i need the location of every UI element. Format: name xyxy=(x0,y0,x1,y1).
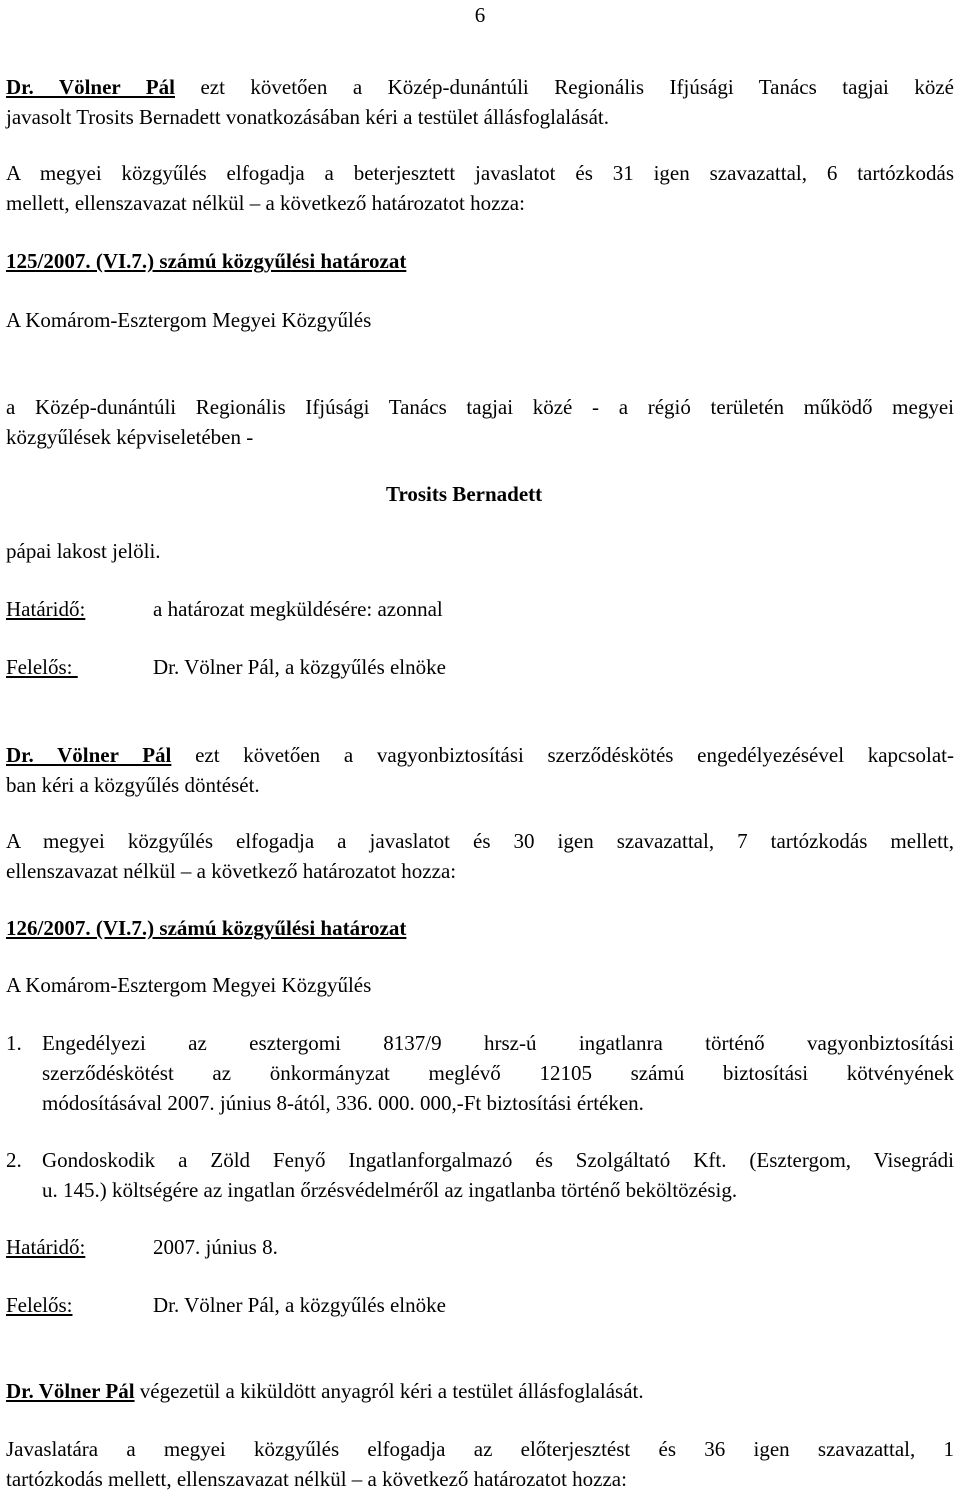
page-number: 6 xyxy=(474,3,486,27)
deadline-value: 2007. június 8. xyxy=(153,1235,278,1259)
vote-2-line-1: A megyei közgyűlés elfogadja a javaslatot és 30 igen szavazattal, 7 tartózkodás mellett, xyxy=(6,829,954,853)
speaker-name: Dr. Völner Pál xyxy=(6,75,175,99)
speaker-name: Dr. Völner Pál xyxy=(6,1379,135,1403)
item-1-line-2: szerződéskötést az önkormányzat meglévő 12105 számú biztosítási kötvényének xyxy=(42,1061,954,1085)
resolution-2-body: A Komárom-Esztergom Megyei Közgyűlés xyxy=(6,973,372,997)
paragraph-1-line-1: Dr. Völner Pál ezt követően a Közép-dunántúli Regionális Ifjúsági Tanács tagjai közé xyxy=(6,75,954,99)
responsible-label: Felelős: xyxy=(6,1293,73,1317)
deadline-value: a határozat megküldésére: azonnal xyxy=(153,597,443,621)
deadline-label: Határidő: xyxy=(6,597,86,621)
speaker-name: Dr. Völner Pál xyxy=(6,743,172,767)
resolution-1-text-line-1: a Közép-dunántúli Regionális Ifjúsági Tanács tagjai közé - a régió területén működő megyei xyxy=(6,395,954,419)
deadline-label: Határidő: xyxy=(6,1235,86,1259)
resolution-2-title: 126/2007. (VI.7.) számú közgyűlési határozat xyxy=(6,916,407,940)
item-2-line-2: u. 145.) költségére az ingatlan őrzésvédelméről az ingatlanba történő beköltözésig. xyxy=(42,1178,738,1202)
responsible-value: Dr. Völner Pál, a közgyűlés elnöke xyxy=(153,1293,446,1317)
item-2-number: 2. xyxy=(6,1148,22,1172)
vote-3-line-1: Javaslatára a megyei közgyűlés elfogadja az előterjesztést és 36 igen szavazattal, 1 xyxy=(6,1437,954,1461)
resolution-1-title: 125/2007. (VI.7.) számú közgyűlési határozat xyxy=(6,249,407,273)
resolution-1-text-line-2: közgyűlések képviseletében - xyxy=(6,425,254,449)
item-1-line-3: módosításával 2007. június 8-ától, 336. 000. 000,-Ft biztosítási értéken. xyxy=(42,1091,644,1115)
item-1-number: 1. xyxy=(6,1031,22,1055)
paragraph-2-line-1: Dr. Völner Pál ezt követően a vagyonbiztosítási szerződéskötés engedélyezésével kapcsolat- xyxy=(6,743,954,767)
nominee-name: Trosits Bernadett xyxy=(386,482,543,506)
responsible-label: Felelős: xyxy=(6,655,78,679)
vote-2-line-2: ellenszavazat nélkül – a következő határozatot hozza: xyxy=(6,859,457,883)
paragraph-3: Dr. Völner Pál végezetül a kiküldött anyagról kéri a testület állásfoglalását. xyxy=(6,1379,644,1403)
paragraph-2-line-2: ban kéri a közgyűlés döntését. xyxy=(6,773,260,797)
paragraph-1-line-2: javasolt Trosits Bernadett vonatkozásában kéri a testület állásfoglalását. xyxy=(6,105,610,129)
vote-1-line-2: mellett, ellenszavazat nélkül – a következő határozatot hozza: xyxy=(6,191,525,215)
vote-1-line-1: A megyei közgyűlés elfogadja a beterjesztett javaslatot és 31 igen szavazattal, 6 tartózkodás xyxy=(6,161,954,185)
vote-3-line-2: tartózkodás mellett, ellenszavazat nélkül – a következő határozatot hozza: xyxy=(6,1467,627,1491)
nominee-suffix: pápai lakost jelöli. xyxy=(6,539,161,563)
item-1-line-1: Engedélyezi az esztergomi 8137/9 hrsz-ú ingatlanra történő vagyonbiztosítási xyxy=(42,1031,954,1055)
responsible-value: Dr. Völner Pál, a közgyűlés elnöke xyxy=(153,655,446,679)
resolution-1-body: A Komárom-Esztergom Megyei Közgyűlés xyxy=(6,308,372,332)
item-2-line-1: Gondoskodik a Zöld Fenyő Ingatlanforgalmazó és Szolgáltató Kft. (Esztergom, Visegrádi xyxy=(42,1148,954,1172)
